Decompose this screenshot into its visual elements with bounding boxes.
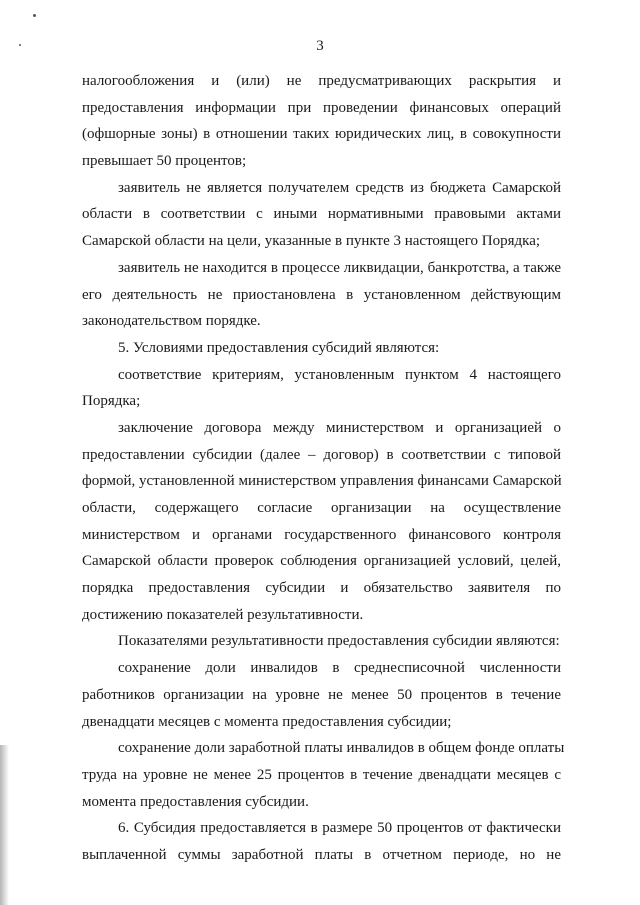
text-line: заявитель не находится в процессе ликвидации, банкротства, а также <box>118 259 561 276</box>
text-line: работников организации на уровне не менее 50 процентов в течение <box>82 686 561 703</box>
text-line: порядка предоставления субсидии и обязательство заявителя по <box>82 580 561 597</box>
text-line: Порядка; <box>82 393 141 410</box>
text-line: области в соответствии с иными нормативными правовыми актами <box>82 206 561 223</box>
scan-edge-shadow <box>0 745 9 905</box>
text-line: двенадцати месяцев с момента предоставления субсидии; <box>82 713 452 730</box>
text-line: (офшорные зоны) в отношении таких юридических лиц, в совокупности <box>82 126 561 143</box>
text-line: соответствие критериям, установленным пунктом 4 настоящего <box>118 366 561 383</box>
text-line: сохранение доли заработной платы инвалидов в общем фонде оплаты <box>118 740 565 757</box>
text-line: Самарской области проверок соблюдения организацией условий, целей, <box>82 553 561 570</box>
text-line: выплаченной суммы заработной платы в отчетном периоде, но не <box>82 846 561 863</box>
text-line: Показателями результативности предоставления субсидии являются: <box>118 633 560 650</box>
text-line: области, содержащего согласие организации на осуществление <box>82 500 561 516</box>
text-line: момента предоставления субсидии. <box>82 793 309 810</box>
text-line: налогообложения и (или) не предусматривающих раскрытия и <box>82 73 561 89</box>
text-line: превышает 50 процентов; <box>82 153 247 170</box>
text-line: формой, установленной министерством управления финансами Самарской <box>82 473 562 490</box>
scan-speck <box>33 14 36 17</box>
text-line: труда на уровне не менее 25 процентов в течение двенадцати месяцев с <box>82 766 561 783</box>
text-line: 5. Условиями предоставления субсидий являются: <box>118 339 440 356</box>
text-line: заявитель не является получателем средств из бюджета Самарской <box>118 179 561 196</box>
document-body <box>82 68 565 869</box>
text-line: 6. Субсидия предоставляется в размере 50 процентов от фактически <box>118 820 561 837</box>
text-line: сохранение доли инвалидов в среднесписочной численности <box>118 660 561 677</box>
text-line: предоставлении субсидии (далее – договор) в соответствии с типовой <box>82 446 561 463</box>
page-number: 3 <box>316 38 324 54</box>
text-line: его деятельность не приостановлена в установленном действующим <box>82 286 561 303</box>
text-line: законодательством порядке. <box>82 313 261 330</box>
text-line: заключение договора между министерством и организацией о <box>118 419 561 436</box>
text-line: достижению показателей результативности. <box>82 606 364 623</box>
text-line: предоставления информации при проведении финансовых операций <box>82 99 561 116</box>
text-line: министерством и органами государственного финансового контроля <box>82 526 561 543</box>
text-line: Самарской области на цели, указанные в пункте 3 настоящего Порядка; <box>82 233 541 250</box>
